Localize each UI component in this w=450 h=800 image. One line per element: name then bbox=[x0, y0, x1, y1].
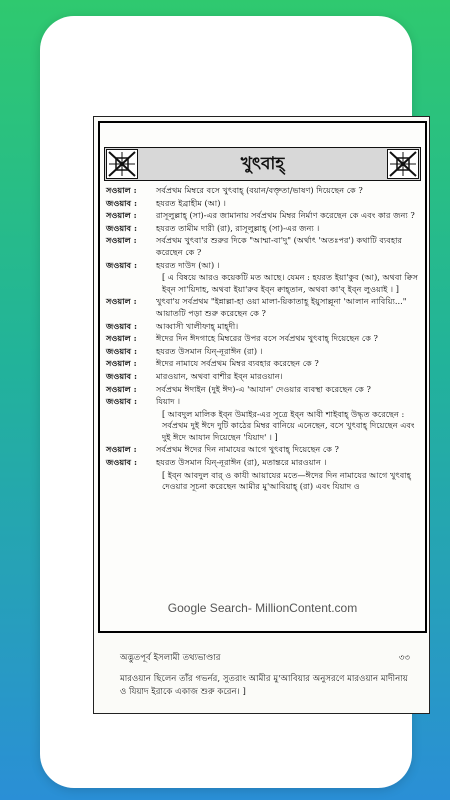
qa-answer: জওয়াব : মারওয়ান, অথবা বাশীর ইব্ন মারওয়ান। bbox=[106, 370, 283, 381]
qa-answer: জওয়াব : হযরত উসমান যিন্-নূরাঈন (রা) । bbox=[106, 345, 263, 356]
qa-answer: জওয়াব : হযরত দাউদ (আ) । bbox=[106, 259, 220, 270]
qa-note: [ এ বিষয়ে আরও কয়েকটি মত আছে। যেমন : হযরত ইয়া'কুব (আ), অথবা ক্বিস ইব্ন সা'য়িদাহ, অথবা ইয়া'রুব ইব্ন ক্বাহ্তান, অথবা কা'ব্ ইব্ন লুওয়াই । ] bbox=[162, 272, 419, 294]
scanned-page bbox=[98, 121, 427, 633]
qa-note: [ ইব্ন আবদুল বার্ ও কাযী আয়াযের মতে—ঈদের দিন নামাযের আগে খুৎবাহ্ দেওয়ার সূচনা করেছেন আমীর মু'আবিয়াহ্ (রা) এবং যিয়াদ ও bbox=[162, 469, 411, 492]
document-page bbox=[93, 116, 430, 714]
qa-question: সওয়াল : খুৎবা'য় সর্বপ্রথম "ইন্নাল্লা-হা ওয়া মালা-য়িকাতাহূ ইয়ুসাল্লূনা 'আলান নাবিয়্যি..." আয়াতটি পড়া শুরু করেছেন কে ? bbox=[106, 296, 407, 318]
qa-question: সওয়াল : ঈদের দিন ঈদগাহে মিম্বরের উপর বসে সর্বপ্রথম খুৎবাহ্ দিয়েছেন কে ? bbox=[106, 333, 378, 344]
ornament-right-icon bbox=[387, 149, 419, 179]
qa-question: সওয়াল : সর্বপ্রথম খুৎবা'র শুরুর দিকে "আম্মা-বা'দু" (অর্থাৎ 'অতঃপর') কথাটি ব্যবহার করেছেন কে ? bbox=[106, 235, 403, 257]
page-title: খুৎবাহ্ bbox=[240, 154, 285, 174]
qa-answer: জওয়াব : হযরত উসমান যিন্-নূরাঈন (রা), মতান্তরে মারওয়ান । bbox=[106, 457, 327, 468]
qa-question: সওয়াল : ঈদের নামাযে সর্বপ্রথম মিম্বর ব্যবহার করেছেন কে ? bbox=[106, 358, 319, 369]
qa-question: সওয়াল : সর্বপ্রথম ঈদাইন (দুই ঈদ)-এ 'আযান' দেওয়ার ব্যবস্থা করেছেন কে ? bbox=[106, 383, 371, 394]
qa-question: সওয়াল : রাসূলুল্লাহ্ (সা)-এর জামানায় সর্বপ্রথম মিম্বর নির্মাণ করেছেন কে এবং কার জন্য ? bbox=[106, 210, 415, 221]
qa-question: সওয়াল : সর্বপ্রথম ঈদের দিন নামাযের আগে খুৎবাহ্ দিয়েছেন কে ? bbox=[106, 444, 339, 455]
page-footer bbox=[120, 651, 410, 665]
qa-list bbox=[106, 185, 421, 494]
phone-frame bbox=[40, 16, 419, 788]
qa-answer: জওয়াব : যিয়াদ । bbox=[106, 396, 181, 407]
page-number: ৩৩ bbox=[398, 653, 410, 663]
qa-answer: জওয়াব : হযরত তামীম দারী (রা), রাসূলুল্লাহ্ (সা)-এর জন্য । bbox=[106, 222, 320, 233]
qa-question: সওয়াল : সর্বপ্রথম মিম্বরে বসে খুৎবাহ্ (বয়ান/বক্তৃতা/ভাষণ) দিয়েছেন কে ? bbox=[106, 185, 363, 195]
title-banner bbox=[104, 147, 421, 181]
qa-answer: জওয়াব : আব্বাসী খালীফাহ্ মাহ্দী। bbox=[106, 320, 239, 331]
qa-answer: জওয়াব : হযরত ইব্রাহীম (আ) । bbox=[106, 197, 226, 208]
book-title: অদ্ভুতপূর্ব ইসলামী তথ্যভাণ্ডার bbox=[120, 653, 221, 663]
qa-note: [ আবদুল মালিক ইব্ন উমাইর-এর সূত্রে ইব্ন আবী শাইবাহ্ উদ্ধৃত করেছেন : সর্বপ্রথম দুই ঈদে দুটি কাঠের মিম্বর বানিয়ে এনেছেন, বসে খুৎবাহ্ দিয়েছেন এবং দুই ঈদে আযান দিয়েছেন 'যিয়াদ' । ] bbox=[162, 408, 415, 442]
continuation-text: মারওয়ান ছিলেন তাঁর গভর্নর, সুতরাং আমীর মু'আবিয়ার অনুসরণে মারওয়ান মাদীনায় ও যিয়াদ ইরাকে একাজ শুরু করেন। ] bbox=[120, 674, 408, 697]
watermark-text: Google Search- MillionContent.com bbox=[167, 601, 358, 615]
